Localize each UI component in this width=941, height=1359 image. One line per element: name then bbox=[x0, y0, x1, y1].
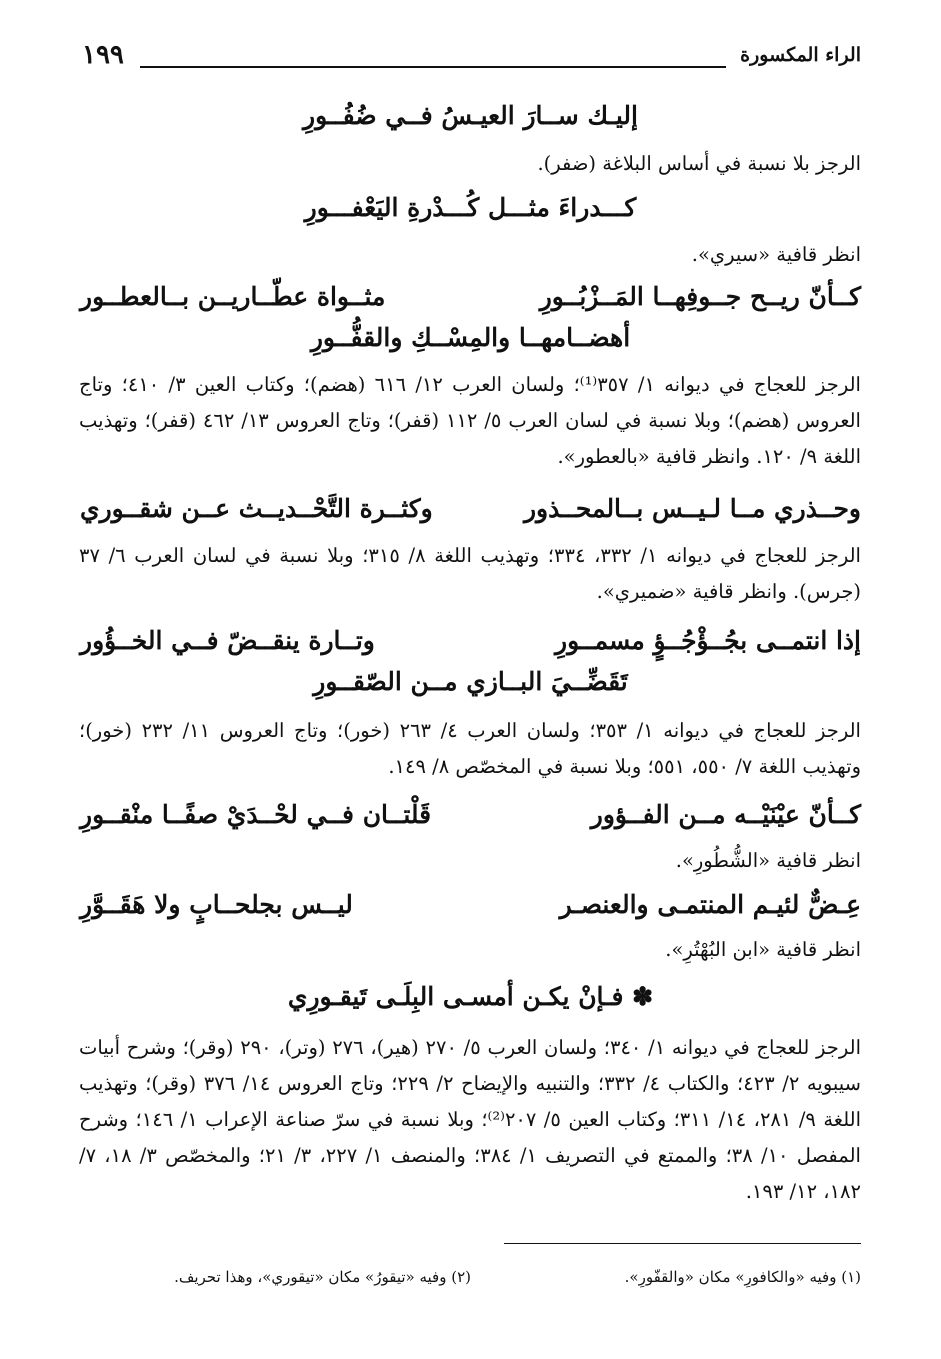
verse-hemistich-second: قَلْتــان فــي لحْــدَيْ صفًــا منْقــورِ bbox=[80, 800, 432, 829]
source-note: الرجز بلا نسبة في أساس البلاغة (ضفر). bbox=[537, 152, 861, 175]
source-paragraph: الرجز للعجاج في ديوانه ١/ ٣٥٧⁽¹⁾؛ ولسان العرب ١٢/ ٦١٦ (هضم)؛ وكتاب العين ٣/ ٤١٠؛ وتاج العروس (هضم)؛ وبلا نسبة في لسان العرب ٥/ ١١٢ (قفر)؛ وتاج العروس ١٣/ ٤٦٢ (قفر)؛ وتهذيب اللغة ٩/ ١٢٠. وانظر قافية «بالعطور». bbox=[79, 373, 861, 468]
verse-line: إليـك ســارَ العيـسُ فــي ضُفُــورِ bbox=[303, 101, 638, 130]
footnote: (١) وفيه «والكافورِ» مكان «والقفّورِ». bbox=[624, 1268, 861, 1286]
verse-couplet bbox=[80, 626, 861, 666]
source-paragraph: الرجز للعجاج في ديوانه ١/ ٣٤٠؛ ولسان العرب ٥/ ٢٧٠ (هير)، ٢٧٦ (وتر)، ٢٩٠ (وقر)؛ وشرح أبيات سيبويه ٢/ ٤٢٣؛ والكتاب ٤/ ٣٣٢؛ والتنبيه والإيضاح ٢/ ٢٢٩؛ وتاج العروس ١٤/ ٣٧٦ (وقر)؛ وتهذيب اللغة ٩/ ٢٨١، ١٤/ ٣١١؛ وكتاب العين ٥/ ٢٠٧⁽²⁾؛ وبلا نسبة في سرّ صناعة الإعراب ١/ ١٤٦؛ وشرح المفصل ١٠/ ٣٨؛ والممتع في التصريف ١/ ٣٨٤؛ والمنصف ١/ ٢٢٧، ٣/ ٢١؛ والمخصّص ٣/ ١٨، ٧/ ١٨٢، ١٢/ ١٩٣. bbox=[79, 1036, 862, 1203]
source-paragraph: الرجز للعجاج في ديوانه ١/ ٣٣٢، ٣٣٤؛ وتهذيب اللغة ٨/ ٣١٥؛ وبلا نسبة في لسان العرب ٦/ ٣٧ (جرس). وانظر قافية «ضميري». bbox=[79, 544, 861, 603]
footnote-rule bbox=[504, 1243, 861, 1244]
verse-hemistich-second: ليــس بجلحــابٍ ولا هَقَــوَّرِ bbox=[80, 890, 353, 919]
verse-couplet bbox=[80, 890, 861, 930]
page-number: ١٩٩ bbox=[82, 40, 124, 70]
verse-line: ✽ فـإنْ يكـن أمسـى البِلَـى تَيقـورِي bbox=[287, 982, 654, 1011]
verse-line: أهضــامهــا والمِسْــكِ والقفُّــورِ bbox=[310, 323, 631, 352]
cross-reference: انظر قافية «الشُّطُورِ». bbox=[675, 849, 861, 872]
verse-hemistich-first: عِـضٌّ لئيـم المنتمـى والعنصـر bbox=[559, 890, 861, 919]
footnote: (٢) وفيه «تيقورُ» مكان «تيقوري»، وهذا تحريف. bbox=[174, 1268, 471, 1286]
verse-hemistich-second: وكثــرة التَّحْــديــث عــن شقــوري bbox=[80, 494, 433, 523]
verse-couplet bbox=[80, 800, 861, 840]
verse-couplet bbox=[80, 494, 861, 534]
verse-couplet bbox=[80, 282, 861, 322]
verse-hemistich-first: كــأنّ ريــح جــوفِهــا المَــزْبُــورِ bbox=[539, 282, 861, 311]
verse-hemistich-first: إذا انتمــى بجُــؤْجُــؤٍ مسمــورِ bbox=[555, 626, 861, 655]
header-rule bbox=[140, 66, 726, 68]
cross-reference: انظر قافية «سيري». bbox=[691, 243, 861, 266]
verse-hemistich-first: وحــذري مــا لـيــس بــالمحــذور bbox=[523, 494, 861, 523]
source-paragraph: الرجز للعجاج في ديوانه ١/ ٣٥٣؛ ولسان العرب ٤/ ٢٦٣ (خور)؛ وتاج العروس ١١/ ٢٣٢ (خور)؛ وتهذيب اللغة ٧/ ٥٥٠، ٥٥١؛ وبلا نسبة في المخصّص ٨/ ١٤٩. bbox=[79, 719, 861, 778]
cross-reference: انظر قافية «ابن البُهْتُرِ». bbox=[665, 938, 861, 961]
verse-hemistich-first: كــأنّ عيْنَيْــه مــن الفــؤور bbox=[590, 800, 861, 829]
verse-hemistich-second: مثــواة عطّــاريــن بــالعطــور bbox=[80, 282, 386, 311]
verse-line: تَقَضِّــيَ البــازي مــن الصّقــورِ bbox=[313, 667, 628, 696]
verse-line: كـــدراءَ مثـــل كُـــدْرةِ اليَعْفـــورِ bbox=[304, 193, 637, 222]
running-header: الراء المكسورة bbox=[740, 44, 861, 66]
verse-hemistich-second: وتــارة ينقــضّ فــي الخــؤُور bbox=[80, 626, 375, 655]
